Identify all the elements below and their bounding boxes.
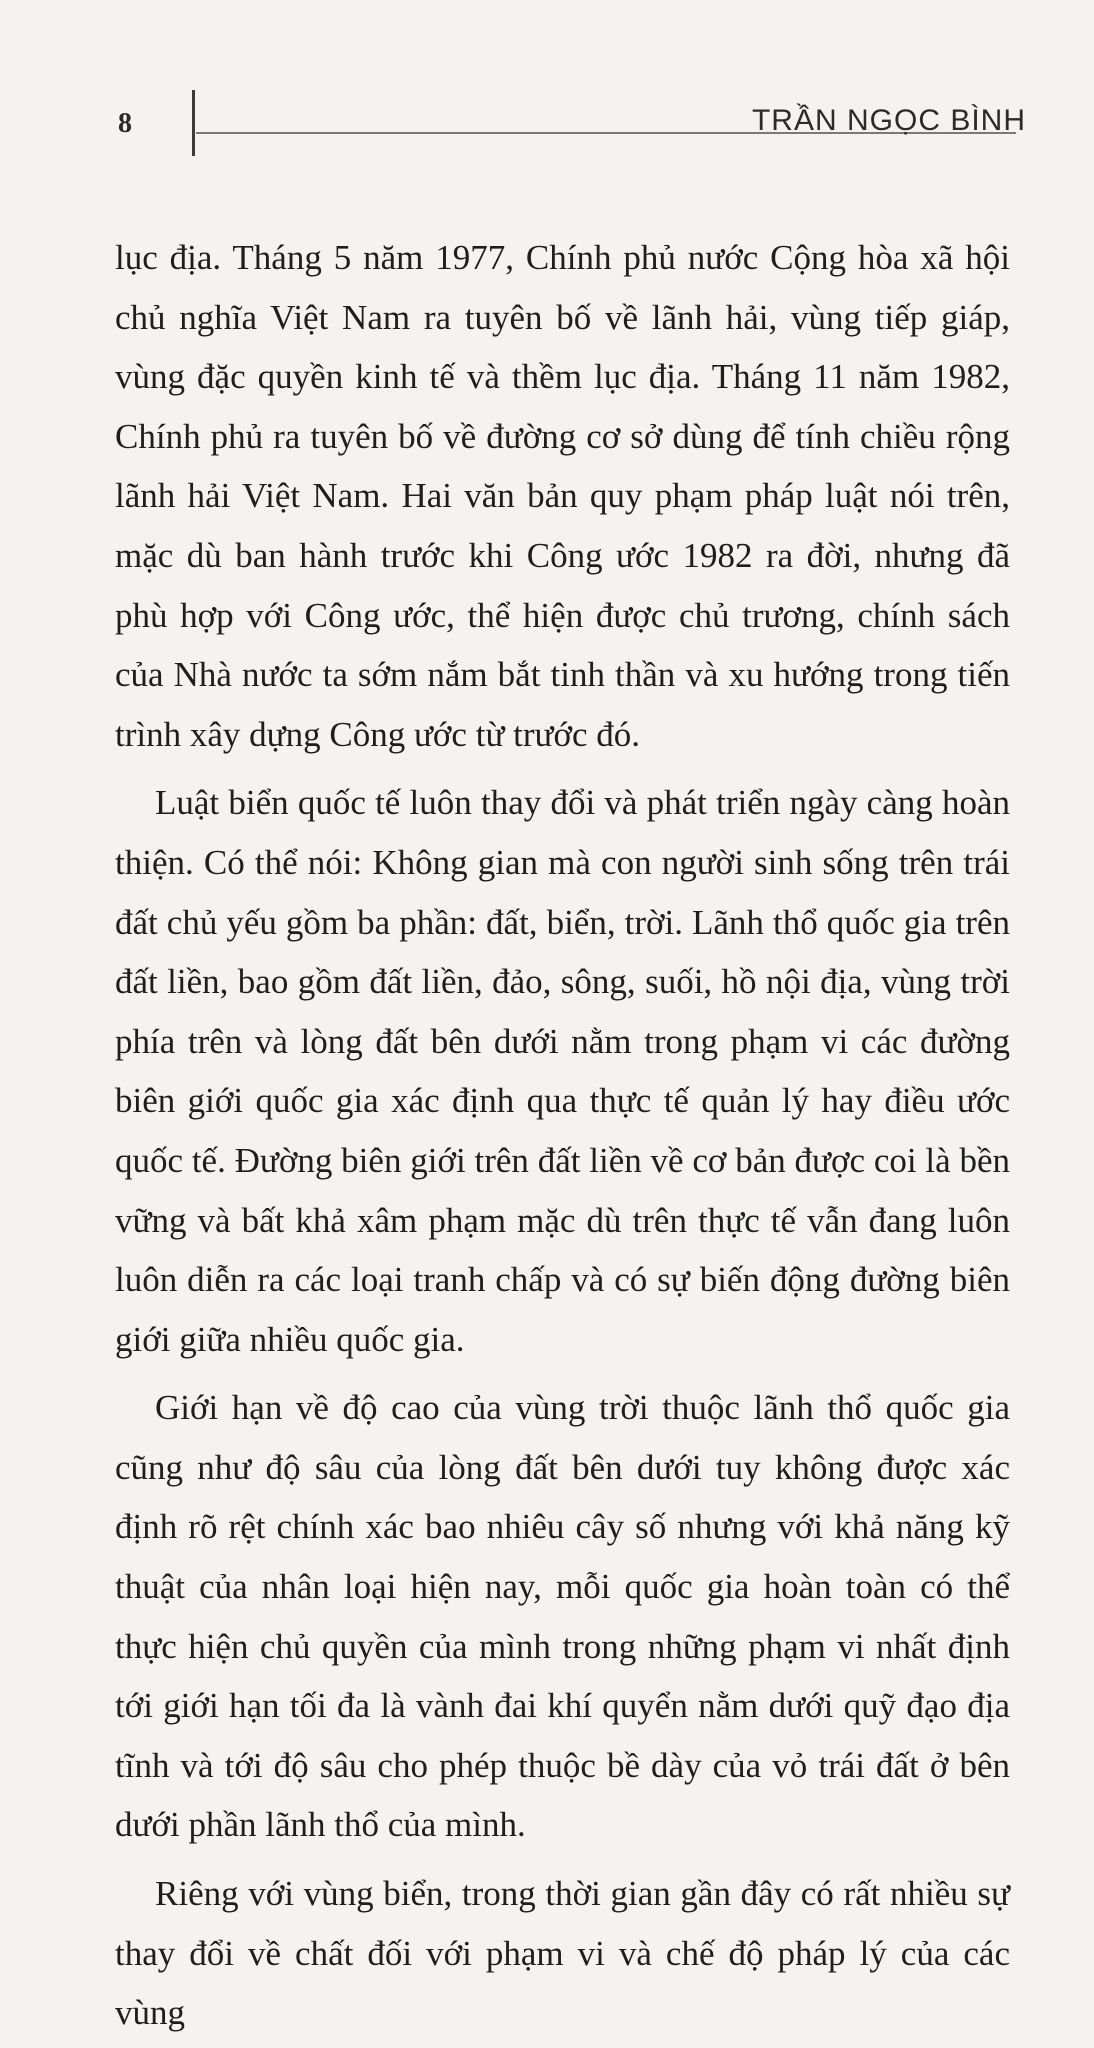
running-head-author: TRẦN NGỌC BÌNH — [751, 104, 1026, 137]
paragraph-3: Giới hạn về độ cao của vùng trời thuộc lãnh thổ quốc gia cũng như độ sâu của lòng đất bên dưới tuy không được xác định rõ rệt chính xác bao nhiêu cây số nhưng với khả năng kỹ thuật của nhân loại hiện nay, mỗi quốc gia hoàn toàn có thể thực hiện chủ quyền của mình trong những phạm vi nhất định tới giới hạn tối đa là vành đai khí quyển nằm dưới quỹ đạo địa tĩnh và tới độ sâu cho phép thuộc bề dày của vỏ trái đất ở bên dưới phần lãnh thổ của mình. — [115, 1388, 1010, 1845]
header-divider — [192, 90, 195, 156]
paragraph-4: Riêng với vùng biển, trong thời gian gần đây có rất nhiều sự thay đổi về chất đối với phạm vi và chế độ pháp lý của các vùng — [115, 1874, 1010, 2033]
paragraph-2: Luật biển quốc tế luôn thay đổi và phát triển ngày càng hoàn thiện. Có thể nói: Không gian mà con người sinh sống trên trái đất chủ yếu gồm ba phần: đất, biển, trời. Lãnh thổ quốc gia trên đất liền, bao gồm đất liền, đảo, sông, suối, hồ nội địa, vùng trời phía trên và lòng đất bên dưới nằm trong phạm vi các đường biên giới quốc gia xác định qua thực tế quản lý hay điều ước quốc tế. Đường biên giới trên đất liền về cơ bản được coi là bền vững và bất khả xâm phạm mặc dù trên thực tế vẫn đang luôn luôn diễn ra các loại tranh chấp và có sự biến động đường biên giới giữa nhiều quốc gia. — [115, 783, 1010, 1359]
body-text — [115, 228, 1010, 2048]
page-number: 8 — [118, 108, 132, 139]
page-header — [0, 0, 1094, 160]
paragraph-1: lục địa. Tháng 5 năm 1977, Chính phủ nước Cộng hòa xã hội chủ nghĩa Việt Nam ra tuyên bố về lãnh hải, vùng tiếp giáp, vùng đặc quyền kinh tế và thềm lục địa. Tháng 11 năm 1982, Chính phủ ra tuyên bố về đường cơ sở dùng để tính chiều rộng lãnh hải Việt Nam. Hai văn bản quy phạm pháp luật nói trên, mặc dù ban hành trước khi Công ước 1982 ra đời, nhưng đã phù hợp với Công ước, thể hiện được chủ trương, chính sách của Nhà nước ta sớm nắm bắt tinh thần và xu hướng trong tiến trình xây dựng Công ước từ trước đó. — [115, 238, 1010, 754]
